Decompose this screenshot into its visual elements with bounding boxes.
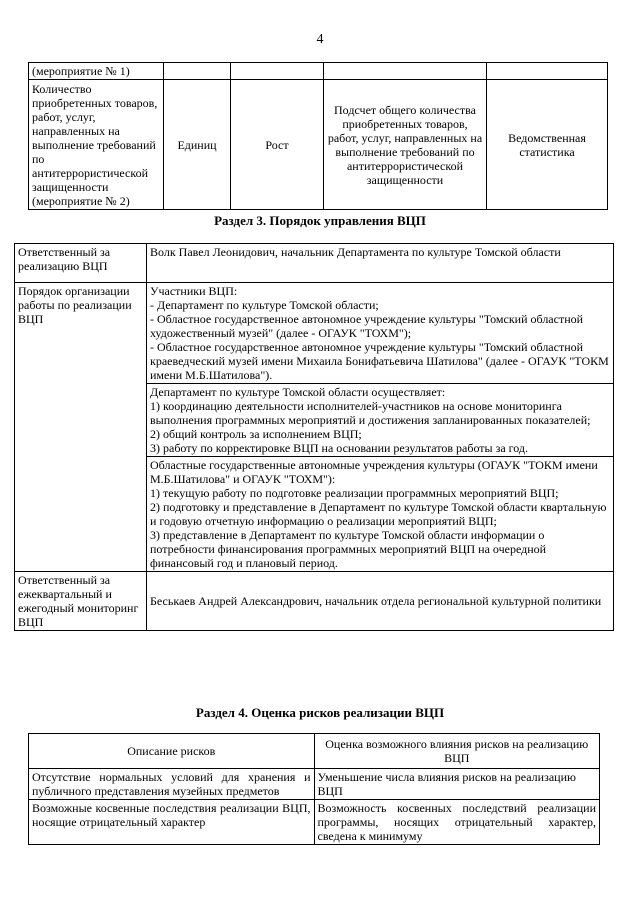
risk-impact: Уменьшение числа влияния рисков на реализацию ВЦП — [314, 769, 600, 800]
duty-line: 2) подготовку и представление в Департамент по культуре Томской области квартальную и годовую отчетную информацию о реализации мероприятий ВЦП; — [150, 500, 607, 528]
management-table — [14, 243, 614, 631]
table-cell — [164, 63, 231, 80]
indicator-method: Подсчет общего количества приобретенных товаров, работ, услуг, направленных на выполнение требований по антитеррористической защищенности — [324, 80, 487, 210]
risk-impact: Возможность косвенных последствий реализации программы, носящих отрицательный характер, сведена к минимуму — [314, 800, 600, 845]
risks-table — [28, 733, 600, 845]
table-cell: (мероприятие № 1) — [29, 63, 164, 80]
department-duties-cell — [147, 384, 614, 457]
table-row — [29, 63, 608, 80]
monitoring-value: Беськаев Андрей Александрович, начальник отдела региональной культурной политики — [147, 572, 614, 631]
participants-line: - Областное государственное автономное учреждение культуры "Томский областной краеведческий музей имени Михаила Бонифатьевича Шатилова" (далее - ОГАУК "ТОКМ имени М.Б.Шатилова"). — [150, 340, 609, 382]
participants-line: - Департамент по культуре Томской области; — [150, 298, 379, 312]
duty-line: 3) работу по корректировке ВЦП на основании результатов работы за год. — [150, 441, 529, 455]
participants-line: Участники ВЦП: — [150, 284, 238, 298]
indicator-source: Ведомственная статистика — [487, 80, 608, 210]
order-label: Порядок организации работы по реализации ВЦП — [15, 283, 147, 572]
risk-description: Возможные косвенные последствия реализации ВЦП, носящие отрицательный характер — [29, 800, 315, 845]
monitoring-label: Ответственный за ежеквартальный и ежегодный мониторинг ВЦП — [15, 572, 147, 631]
indicators-table — [28, 62, 608, 210]
indicator-trend: Рост — [231, 80, 324, 210]
header-cell: Оценка возможного влияния рисков на реализацию ВЦП — [314, 734, 600, 769]
table-row — [29, 769, 600, 800]
risk-description: Отсутствие нормальных условий для хранения и публичного представления музейных предметов — [29, 769, 315, 800]
participants-cell — [147, 283, 614, 384]
section3-title: Раздел 3. Порядок управления ВЦП — [214, 213, 426, 228]
table-row — [15, 244, 614, 283]
indicator-unit: Единиц — [164, 80, 231, 210]
table-row — [15, 572, 614, 631]
duty-line: Областные государственные автономные учреждения культуры (ОГАУК "ТОКМ имени М.Б.Шатилова" и ОГАУК "ТОХМ"): — [150, 458, 598, 486]
indicator-name: Количество приобретенных товаров, работ, услуг, направленных на выполнение требований по антитеррористической защищенности (мероприятие № 2) — [29, 80, 164, 210]
table-row — [29, 80, 608, 210]
table-cell — [487, 63, 608, 80]
header-cell: Описание рисков — [29, 734, 315, 769]
institutions-duties-cell — [147, 457, 614, 572]
section4-title: Раздел 4. Оценка рисков реализации ВЦП — [195, 705, 445, 720]
responsible-label: Ответственный за реализацию ВЦП — [15, 244, 147, 283]
duty-line: 3) представление в Департамент по культуре Томской области информации о потребности финансирования программных мероприятий ВЦП на очередной финансовый год и плановый период. — [150, 528, 547, 570]
table-cell — [231, 63, 324, 80]
table-header-row — [29, 734, 600, 769]
duty-line: Департамент по культуре Томской области осуществляет: — [150, 385, 446, 399]
duty-line: 1) текущую работу по подготовке реализации программных мероприятий ВЦП; — [150, 486, 559, 500]
responsible-value: Волк Павел Леонидович, начальник Департамента по культуре Томской области — [147, 244, 614, 283]
duty-line: 1) координацию деятельности исполнителей-участников на основе мониторинга выполнения программных мероприятий и достижения запланированных показателей; — [150, 399, 591, 427]
page-number: 4 — [316, 32, 324, 47]
duty-line: 2) общий контроль за исполнением ВЦП; — [150, 427, 362, 441]
participants-line: - Областное государственное автономное учреждение культуры "Томский областной художественный музей" (далее - ОГАУК "ТОХМ"); — [150, 312, 584, 340]
table-row — [15, 283, 614, 384]
table-cell — [324, 63, 487, 80]
table-row — [29, 800, 600, 845]
